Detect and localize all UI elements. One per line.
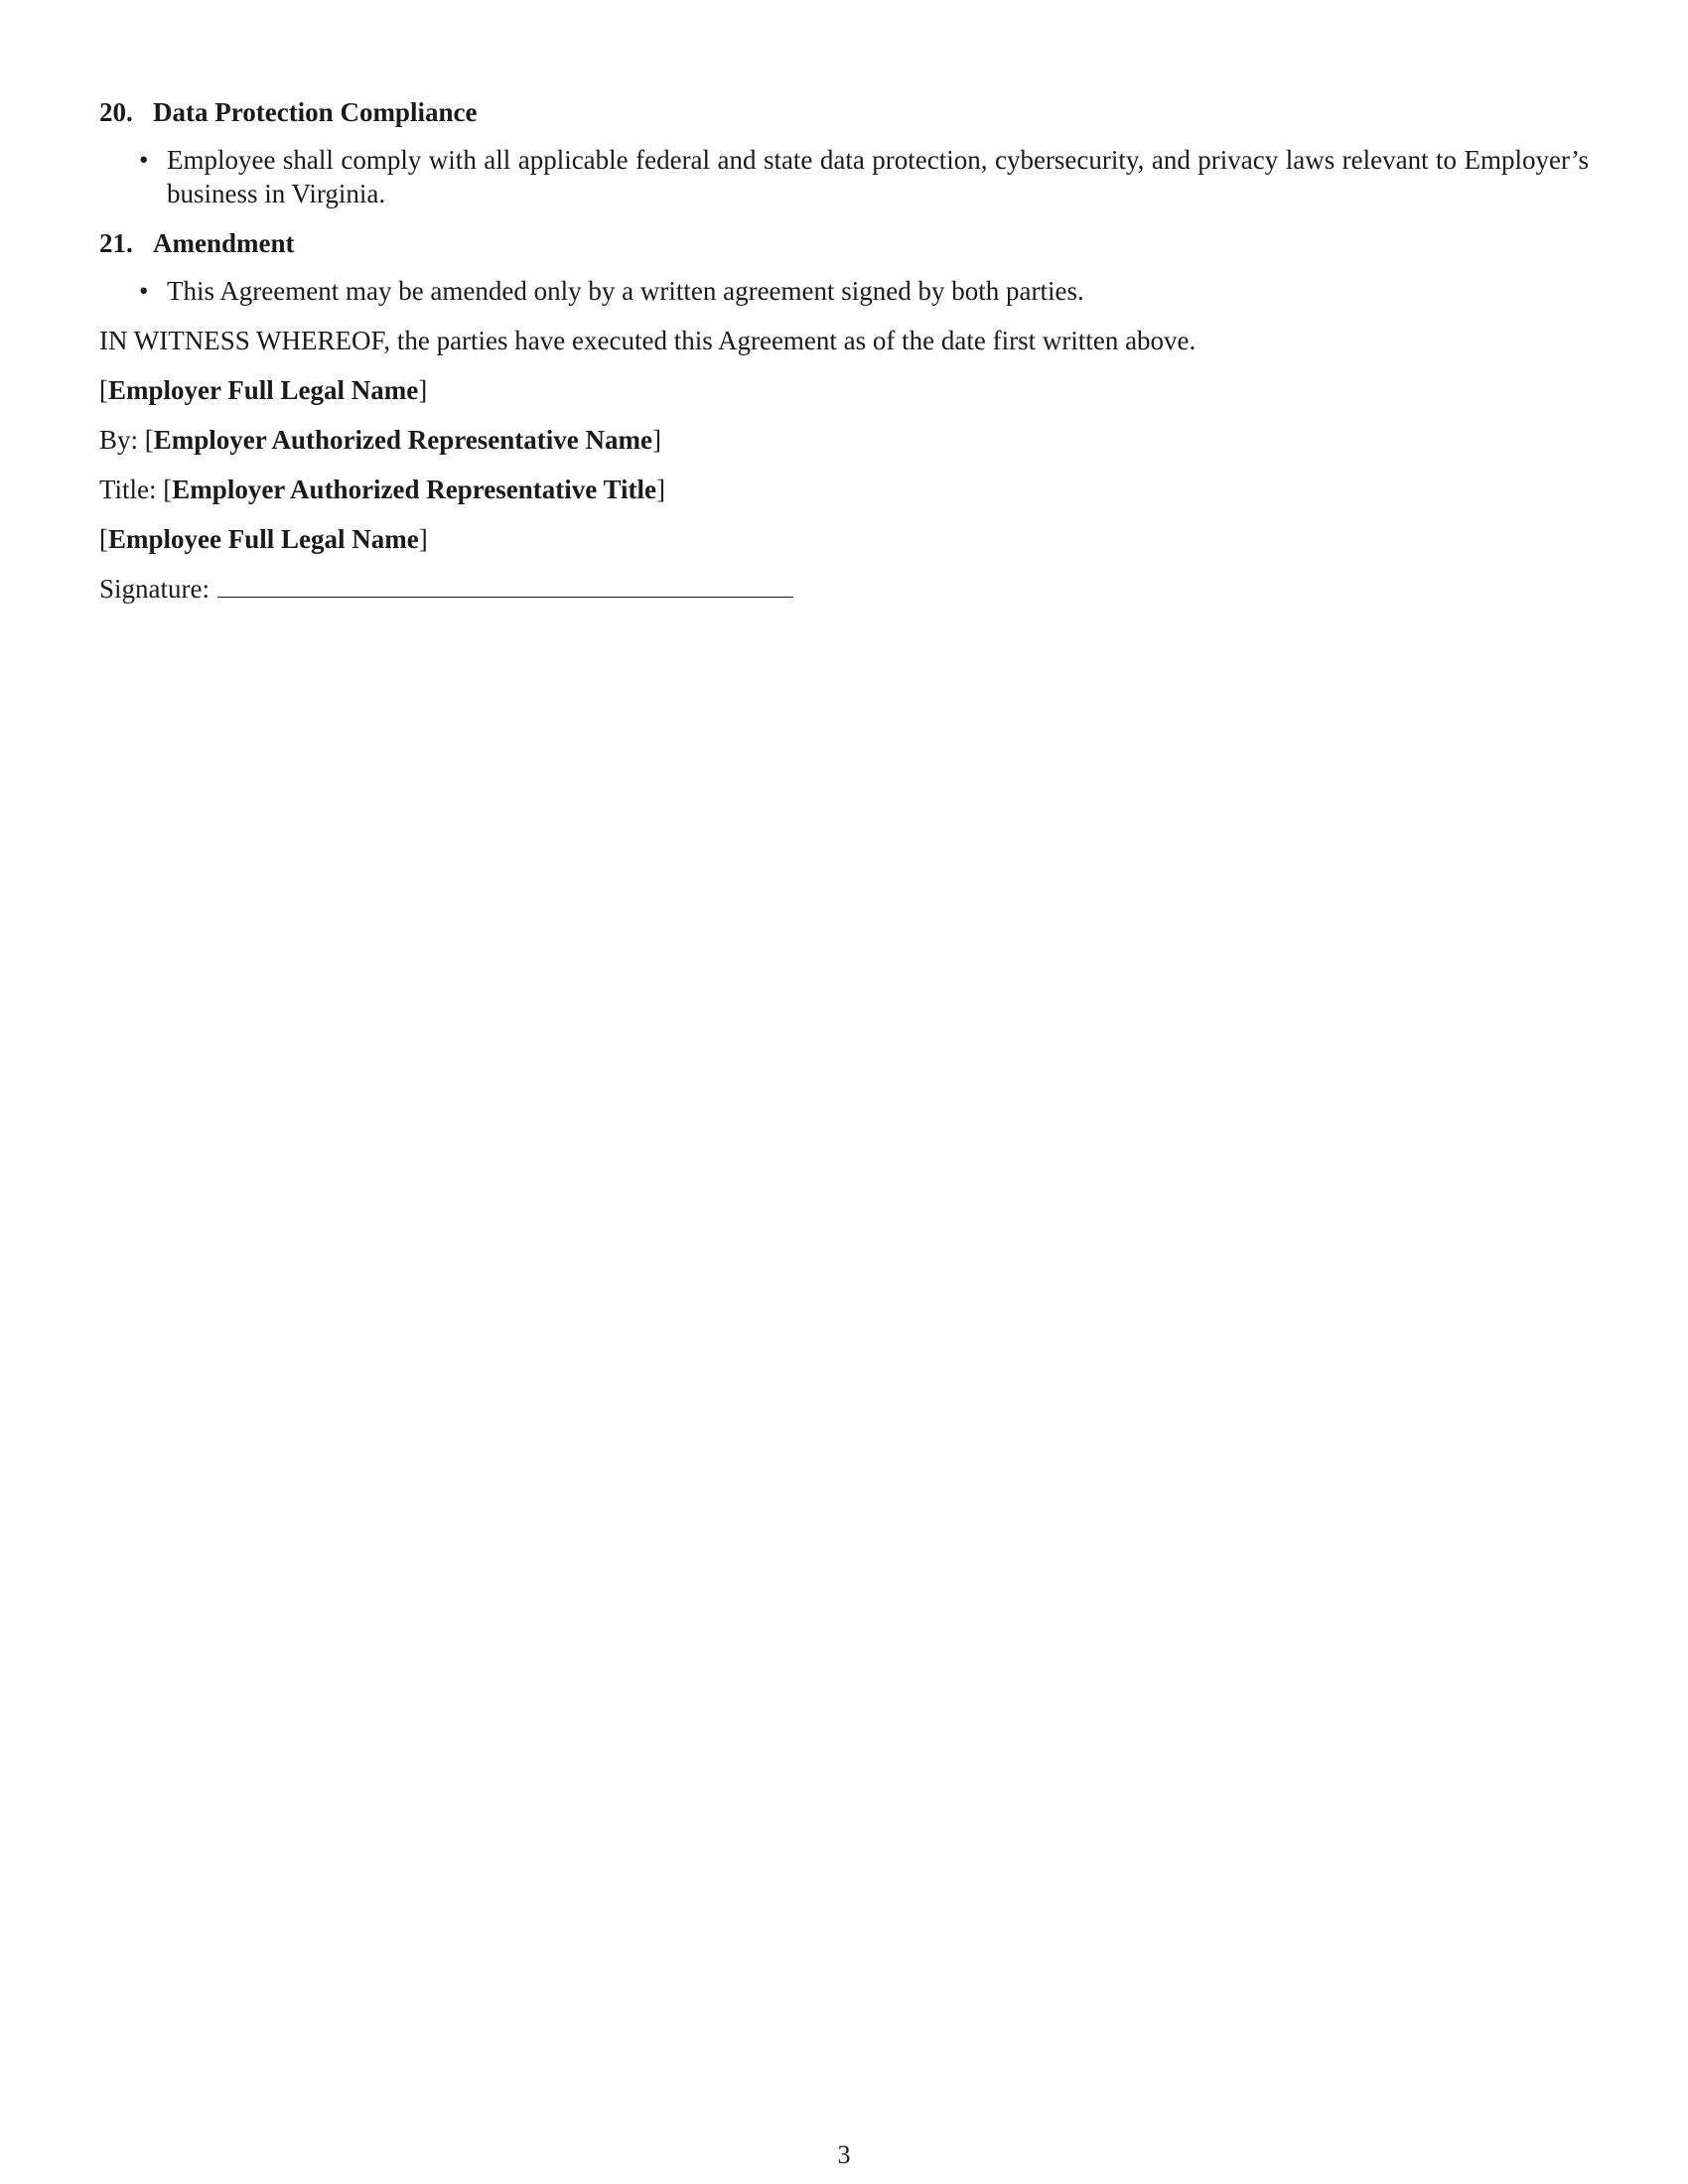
by-label: By: bbox=[99, 425, 139, 455]
section-number: 21. bbox=[99, 228, 133, 258]
document-page bbox=[99, 95, 1589, 621]
section-heading-amendment bbox=[99, 226, 1589, 260]
list-item: • Employee shall comply with all applicable federal and state data protection, cybersecurity, and privacy laws relevant to Employer’s business in Virginia. bbox=[139, 143, 1589, 210]
representative-name-placeholder: Employer Authorized Representative Name bbox=[153, 425, 652, 455]
witness-clause: IN WITNESS WHEREOF, the parties have executed this Agreement as of the date first written above. bbox=[99, 326, 1196, 355]
title-line: Title: [Employer Authorized Representative Title] bbox=[99, 475, 666, 504]
bullet-list bbox=[99, 274, 1589, 308]
employer-name-line: [Employer Full Legal Name] bbox=[99, 375, 428, 405]
list-item: • This Agreement may be amended only by a written agreement signed by both parties. bbox=[139, 274, 1589, 308]
section-heading-data-protection bbox=[99, 95, 1589, 129]
section-number: 20. bbox=[99, 97, 133, 127]
section-title: Data Protection Compliance bbox=[153, 97, 478, 127]
by-line: By: [Employer Authorized Representative Name] bbox=[99, 425, 661, 455]
employee-name-placeholder: Employee Full Legal Name bbox=[108, 524, 419, 554]
title-label: Title: bbox=[99, 475, 157, 504]
signature-label: Signature: bbox=[99, 574, 210, 604]
employee-name-line: [Employee Full Legal Name] bbox=[99, 524, 428, 554]
signature-row bbox=[99, 572, 1589, 606]
representative-title-placeholder: Employer Authorized Representative Title bbox=[172, 475, 657, 504]
signature-line[interactable] bbox=[217, 573, 793, 598]
employer-name-placeholder: Employer Full Legal Name bbox=[108, 375, 419, 405]
page-number: 3 bbox=[837, 2140, 851, 2169]
section-title: Amendment bbox=[153, 228, 295, 258]
bullet-list bbox=[99, 143, 1589, 210]
